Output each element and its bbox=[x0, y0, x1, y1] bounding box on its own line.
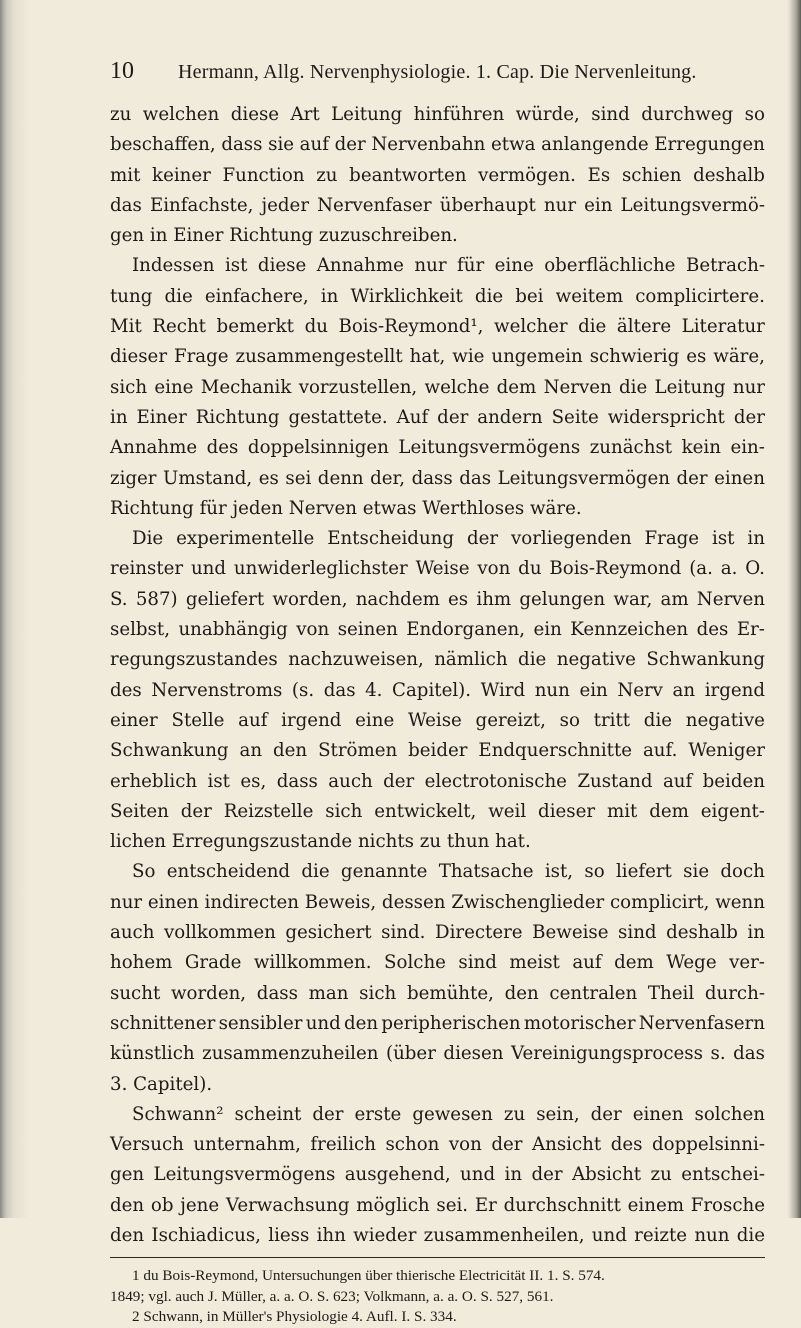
footnote-line: 1849; vgl. auch J. Müller, a. a. O. S. 623; Volkmann, a. a. O. S. 527, 561. bbox=[110, 1287, 554, 1305]
text-line: S. 587) geliefert worden, nachdem es ihm gelungen war, am Nerven bbox=[110, 588, 765, 610]
text-line: künstlich zusammenzuheilen (über diesen Vereinigungsprocess s. das bbox=[110, 1043, 765, 1065]
text-line: reinster und unwiderleglichster Weise von du Bois-Reymond (a. a. O. bbox=[110, 558, 765, 580]
text-line: So entscheidend die genannte Thatsache ist, so liefert sie doch bbox=[132, 861, 765, 883]
footnotes bbox=[110, 1266, 765, 1328]
text-line: des Nervenstroms (s. das 4. Capitel). Wird nun ein Nerv an irgend bbox=[110, 679, 765, 701]
text-line: nur einen indirecten Beweis, dessen Zwischenglieder complicirt, wenn bbox=[110, 891, 765, 913]
text-line: Indessen ist diese Annahme nur für eine oberflächliche Betrach- bbox=[132, 255, 765, 277]
text-line: Schwankung an den Strömen beider Endquerschnitte auf. Weniger bbox=[110, 740, 765, 762]
text-line: gen Leitungsvermögens ausgehend, und in der Absicht zu entschei- bbox=[110, 1164, 765, 1186]
text-line: einer Stelle auf irgend eine Weise gereizt, so tritt die negative bbox=[110, 709, 765, 731]
scan-left-edge bbox=[0, 0, 30, 1218]
text-line: selbst, unabhängig von seinen Endorganen, ein Kennzeichen des Er- bbox=[110, 619, 765, 641]
text-line: Mit Recht bemerkt du Bois-Reymond¹, welcher die ältere Literatur bbox=[110, 316, 765, 338]
text-line: lichen Erregungszustande nichts zu thun hat. bbox=[110, 831, 531, 853]
text-line: auch vollkommen gesichert sind. Directere Beweise sind deshalb in bbox=[110, 922, 765, 944]
text-line: beschaffen, dass sie auf der Nervenbahn etwa anlangende Erregungen bbox=[110, 134, 765, 156]
footnote-line: 1 du Bois-Reymond, Untersuchungen über thierische Electricität II. 1. S. 574. bbox=[132, 1267, 605, 1285]
text-line: regungszustandes nachzuweisen, nämlich die negative Schwankung bbox=[110, 649, 765, 671]
footnote-line: 2 Schwann, in Müller's Physiologie 4. Aufl. I. S. 334. bbox=[132, 1308, 457, 1326]
page-number: 10 bbox=[110, 58, 134, 84]
text-line: Annahme des doppelsinnigen Leitungsvermögens zunächst kein ein- bbox=[110, 437, 765, 459]
text-line: schnittener sensibler und den peripherischen motorischer Nervenfasern bbox=[110, 1012, 765, 1034]
text-line: Seiten der Reizstelle sich entwickelt, weil dieser mit dem eigent- bbox=[110, 800, 765, 822]
text-line: den Ischiadicus, liess ihn wieder zusammenheilen, und reizte nun die bbox=[110, 1224, 765, 1246]
text-line: Versuch unternahm, freilich schon von der Ansicht des doppelsinni- bbox=[110, 1134, 765, 1156]
text-line: Die experimentelle Entscheidung der vorliegenden Frage ist in bbox=[132, 528, 765, 550]
text-line: tung die einfachere, in Wirklichkeit die bei weitem complicirtere. bbox=[110, 285, 765, 307]
text-line: Schwann² scheint der erste gewesen zu sein, der einen solchen bbox=[132, 1103, 765, 1125]
footnote-rule bbox=[110, 1257, 765, 1258]
book-page bbox=[110, 58, 765, 1328]
text-line: zu welchen diese Art Leitung hinführen würde, sind durchweg so bbox=[110, 104, 765, 125]
scan-right-edge bbox=[787, 0, 801, 1218]
text-line: erheblich ist es, dass auch der electrotonische Zustand auf beiden bbox=[110, 770, 765, 792]
text-line: mit keiner Function zu beantworten vermögen. Es schien deshalb bbox=[110, 164, 765, 186]
text-line: dieser Frage zusammengestellt hat, wie ungemein schwierig es wäre, bbox=[110, 346, 765, 368]
text-line: den ob jene Verwachsung möglich sei. Er durchschnitt einem Frosche bbox=[110, 1194, 765, 1216]
text-line: sucht worden, dass man sich bemühte, den centralen Theil durch- bbox=[110, 982, 765, 1004]
text-line: das Einfachste, jeder Nervenfaser überhaupt nur ein Leitungsvermö- bbox=[110, 194, 765, 216]
body-text bbox=[110, 100, 765, 1251]
running-head: Hermann, Allg. Nervenphysiologie. 1. Cap. Die Nervenleitung. bbox=[178, 61, 697, 83]
text-line: 3. Capitel). bbox=[110, 1073, 213, 1095]
text-line: hohem Grade willkommen. Solche sind meist auf dem Wege ver- bbox=[110, 952, 765, 974]
text-line: in Einer Richtung gestattete. Auf der andern Seite widerspricht der bbox=[110, 406, 765, 428]
page-header bbox=[110, 58, 765, 92]
text-line: sich eine Mechanik vorzustellen, welche dem Nerven die Leitung nur bbox=[110, 376, 765, 398]
text-line: gen in Einer Richtung zuzuschreiben. bbox=[110, 225, 458, 247]
text-line: ziger Umstand, es sei denn der, dass das Leitungsvermögen der einen bbox=[110, 467, 765, 489]
text-line: Richtung für jeden Nerven etwas Werthloses wäre. bbox=[110, 497, 582, 519]
